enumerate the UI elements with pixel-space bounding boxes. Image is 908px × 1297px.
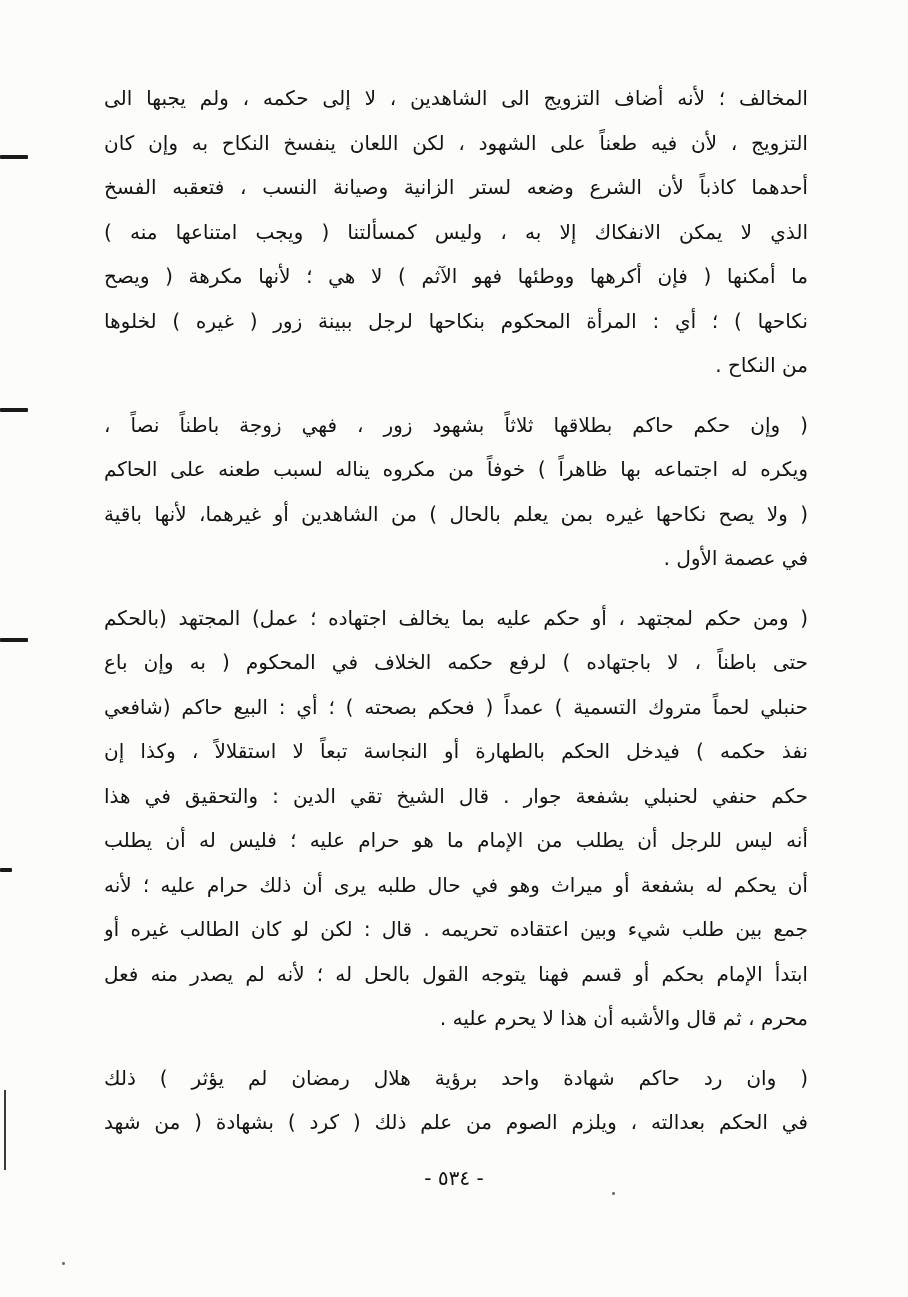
text-line: أنه ليس للرجل أن يطلب من الإمام ما هو حرام عليه ؛ فليس له أن يطلب [104,828,808,852]
scan-edge-line [4,1090,6,1170]
text-line: ( وان رد حاكم شهادة واحد برؤية هلال رمضان لم يؤثر ) ذلك [104,1065,808,1090]
scan-speck [62,1262,65,1265]
margin-mark [0,408,28,412]
text-line: حتى باطناً ، لا باجتهاده ) لرفع حكمه الخلاف في المحكوم ( به وإن باع [104,650,808,674]
text-line: ما أمكنها ( فإن أكرهها ووطئها فهو الآثم ) لا هي ؛ لأنها مكرهة ( ويصح [104,264,808,288]
text-line: ( ومن حكم لمجتهد ، أو حكم عليه بما يخالف اجتهاده ؛ عمل) المجتهد (بالحكم [104,605,808,630]
margin-mark [0,155,28,159]
paragraph-gap [104,581,808,596]
text-line: من النكاح . [715,353,808,377]
text-line: حكم حنفي لحنبلي بشفعة جوار . قال الشيخ تقي الدين : والتحقيق في هذا [104,783,808,808]
margin-mark [0,868,12,872]
text-line: نكاحها ) ؛ أي : المرأة المحكوم بنكاحها لرجل ببينة زور ( غيره ) لخلوها [104,308,808,333]
text-line: حنبلي لحماً متروك التسمية ) عمداً ( فحكم بصحته ) ؛ أي : البيع حاكم (شافعي [104,694,808,719]
text-line: الذي لا يمكن الانفكاك إلا به ، وليس كمسألتنا ( ويجب امتناعها منه ) [104,219,808,244]
text-line: محرم ، ثم قال والأشبه أن هذا لا يحرم عليه . [439,1006,808,1030]
paragraph-gap [104,1041,808,1056]
text-line: جمع بين طلب شيء وبين اعتقاده تحريمه . قال : لكن لو كان الطالب غيره أو [104,917,808,941]
text-line: نفذ حكمه ) فيدخل الحكم بالطهارة أو النجاسة تبعاً لا استقلالاً ، وكذا إن [104,739,808,763]
text-line: التزويج ، لأن فيه طعناً على الشهود ، لكن اللعان ينفسخ النكاح به وإن كان [104,130,808,155]
text-line: في الحكم بعدالته ، ويلزم الصوم من علم ذلك ( كرد ) بشهادة ( من شهد [104,1110,808,1134]
body-text [104,76,808,1145]
paragraph-gap [104,388,808,403]
scan-speck [612,1192,615,1195]
text-line: ابتدأ الإمام بحكم أو قسم فهنا يتوجه القول بالحل له ؛ لأنه لم يصدر منه فعل [104,961,808,986]
text-line: المخالف ؛ لأنه أضاف التزويج الى الشاهدين ، لا إلى حكمه ، ولم يجبها الى [104,86,808,110]
margin-mark [0,638,28,642]
paragraph [104,596,808,1041]
page-number: - ٥٣٤ - [424,1166,484,1190]
paragraph [104,76,808,388]
text-line: أحدهما كاذباً لأن الشرع وضعه لستر الزانية وصيانة النسب ، فتعقبه الفسخ [104,175,808,199]
text-line: ويكره له اجتماعه بها ظاهراً ) خوفاً من مكروه يناله لسبب طعنه على الحاكم [104,457,808,481]
text-line: في عصمة الأول . [663,546,808,570]
paragraph [104,1056,808,1145]
text-line: أن يحكم له بشفعة أو ميراث وهو في حال طلبه يرى أن ذلك حرام عليه ؛ لأنه [104,872,808,897]
text-line: ( ولا يصح نكاحها غيره بمن يعلم بالحال ) من الشاهدين أو غيرهما، لأنها باقية [104,501,808,526]
text-line: ( وإن حكم حاكم بطلاقها ثلاثاً بشهود زور ، فهي زوجة باطناً نصاً ، [104,412,808,437]
paragraph [104,403,808,581]
